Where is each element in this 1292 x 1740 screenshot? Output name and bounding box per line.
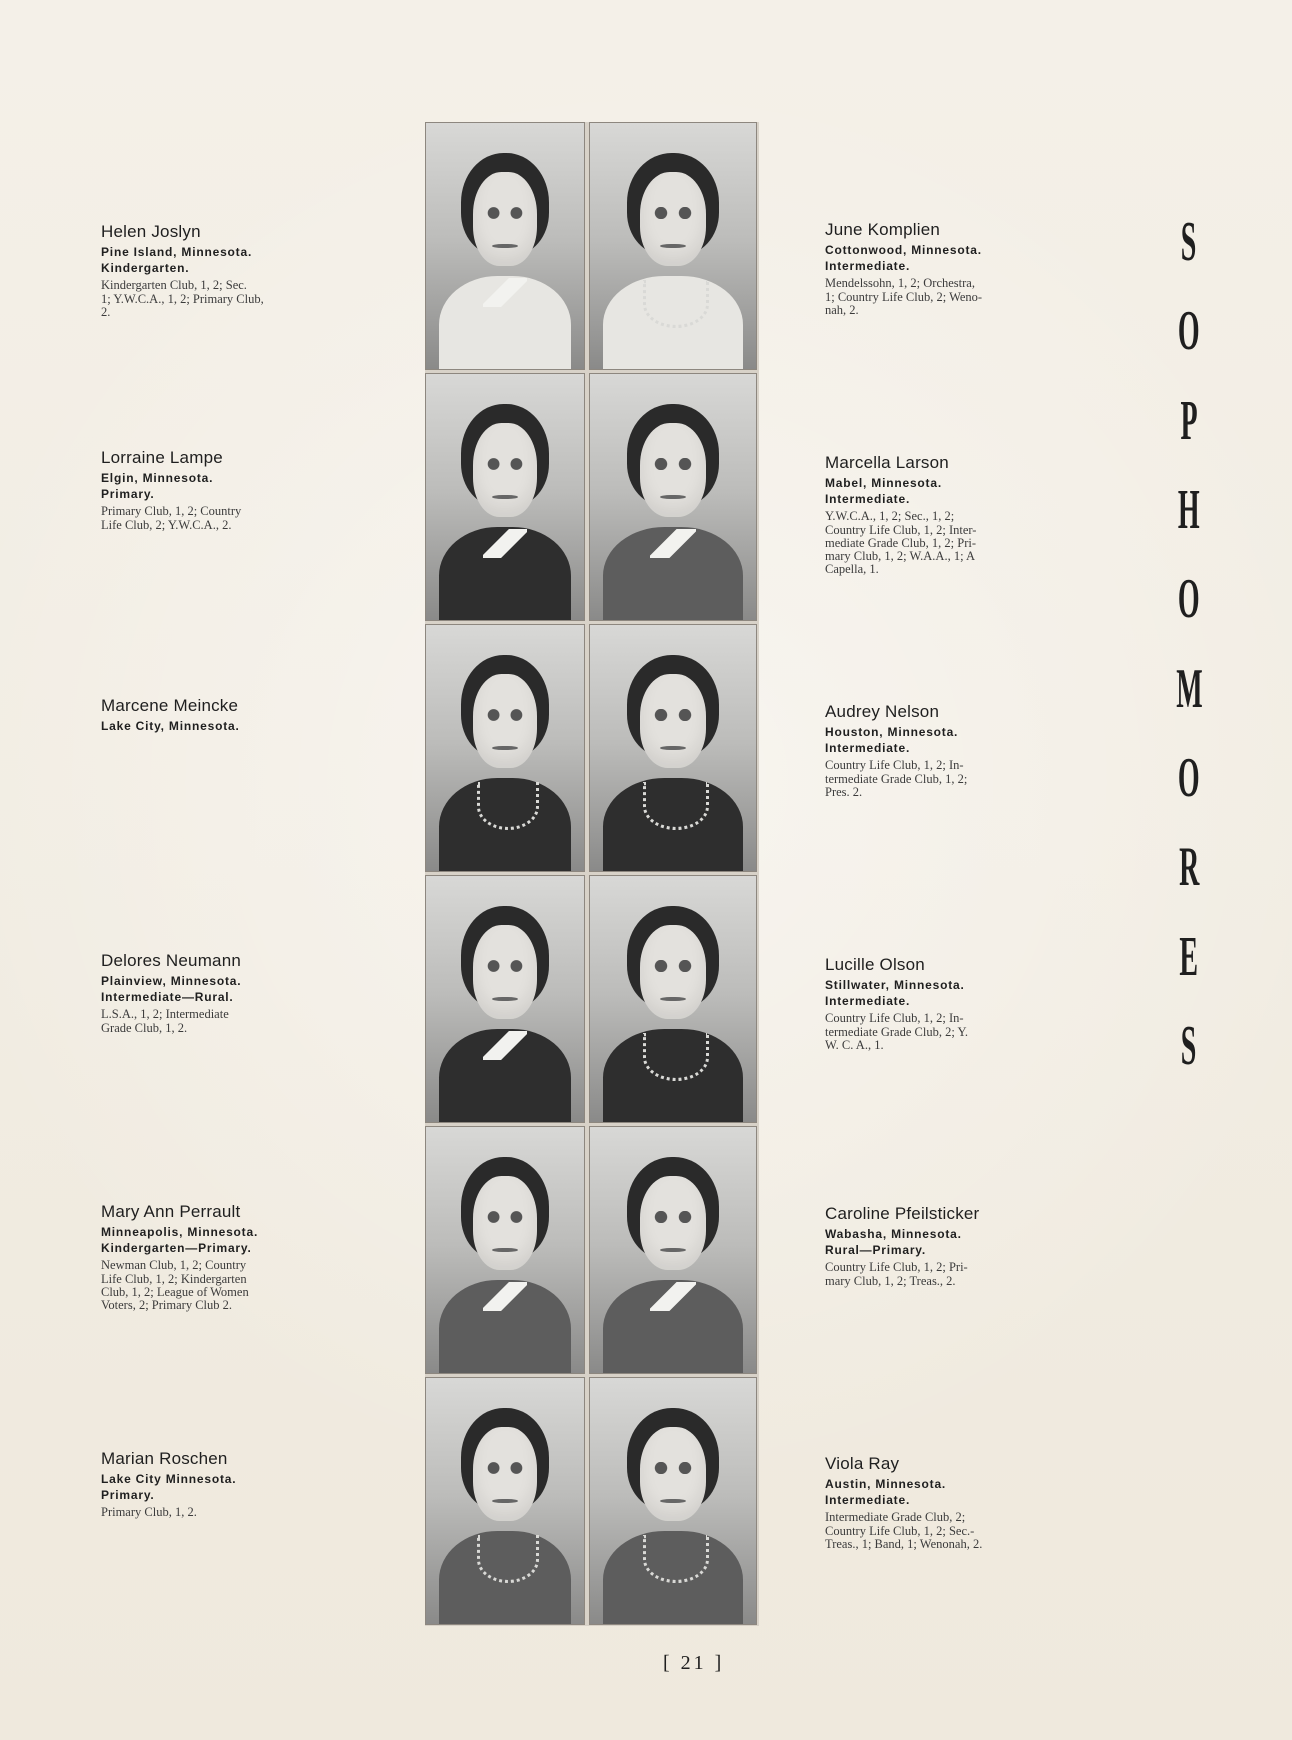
activity-line: termediate Grade Club, 1, 2; (825, 771, 968, 786)
student-division: Primary. (101, 1488, 155, 1503)
student-name: Caroline Pfeilsticker (825, 1204, 980, 1223)
student-hometown: Lake City Minnesota. (101, 1471, 237, 1486)
heading-letter: O (1178, 300, 1200, 363)
portrait-viola-ray (589, 1377, 757, 1625)
heading-letter: M (1175, 657, 1203, 720)
heading-letter: P (1180, 389, 1198, 452)
student-division: Intermediate. (825, 492, 911, 507)
student-entry (825, 454, 1085, 576)
activity-line: mary Club, 1, 2; W.A.A., 1; A (825, 548, 976, 563)
student-name: Mary Ann Perrault (101, 1202, 241, 1221)
student-division: Intermediate. (825, 994, 911, 1009)
activity-line: 2. (101, 304, 111, 319)
student-hometown: Cottonwood, Minnesota. (825, 242, 982, 257)
student-name: Delores Neumann (101, 951, 242, 970)
student-activities (825, 1511, 1080, 1550)
activity-line: Country Life Club, 1, 2; Sec.- (825, 1523, 975, 1538)
heading-letter: E (1179, 925, 1199, 988)
portrait-audrey-nelson (589, 624, 757, 872)
activity-line: Mendelssohn, 1, 2; Orchestra, (825, 276, 975, 291)
student-name: June Komplien (825, 220, 941, 239)
student-entry (101, 449, 361, 532)
student-activities (101, 1506, 356, 1519)
heading-letter: R (1178, 836, 1200, 899)
activity-line: Primary Club, 1, 2. (101, 1505, 197, 1520)
portrait-june-komplien (589, 122, 757, 370)
portrait-marcene-meincke (425, 624, 585, 872)
student-name: Lorraine Lampe (101, 448, 223, 467)
student-entry (101, 1203, 361, 1312)
student-activities (101, 1259, 356, 1312)
activity-line: Intermediate Grade Club, 2; (825, 1510, 966, 1525)
activity-line: nah, 2. (825, 302, 859, 317)
student-name: Marcella Larson (825, 453, 949, 472)
activity-line: mary Club, 1, 2; Treas., 2. (825, 1273, 956, 1288)
student-division: Primary. (101, 487, 155, 502)
student-hometown: Stillwater, Minnesota. (825, 977, 965, 992)
student-name: Audrey Nelson (825, 702, 940, 721)
heading-letter: H (1178, 478, 1200, 541)
activity-line: termediate Grade Club, 2; Y. (825, 1024, 969, 1039)
student-activities (825, 759, 1080, 798)
activity-line: Club, 1, 2; League of Women (101, 1284, 249, 1299)
portrait-grid (425, 122, 759, 1626)
student-hometown: Houston, Minnesota. (825, 724, 959, 739)
student-name: Viola Ray (825, 1454, 900, 1473)
student-hometown: Plainview, Minnesota. (101, 973, 242, 988)
student-name: Helen Joslyn (101, 222, 201, 241)
portrait-helen-joslyn (425, 122, 585, 370)
student-entry (825, 221, 1085, 317)
heading-letter: O (1178, 568, 1200, 631)
activity-line: W. C. A., 1. (825, 1037, 884, 1052)
student-hometown: Wabasha, Minnesota. (825, 1226, 962, 1241)
student-hometown: Mabel, Minnesota. (825, 475, 942, 490)
activity-line: Country Life Club, 1, 2; Pri- (825, 1260, 968, 1275)
student-hometown: Pine Island, Minnesota. (101, 244, 253, 259)
portrait-lucille-olson (589, 875, 757, 1123)
student-name: Lucille Olson (825, 955, 925, 974)
student-hometown: Austin, Minnesota. (825, 1476, 947, 1491)
portrait-delores-neumann (425, 875, 585, 1123)
student-activities (825, 1012, 1080, 1051)
activity-line: Country Life Club, 1, 2; In- (825, 1011, 964, 1026)
activity-line: Pres. 2. (825, 784, 863, 799)
activity-line: 1; Y.W.C.A., 1, 2; Primary Club, (101, 291, 264, 306)
student-entry (101, 952, 361, 1035)
portrait-marcella-larson (589, 373, 757, 621)
activity-line: Grade Club, 1, 2. (101, 1020, 188, 1035)
student-division: Kindergarten—Primary. (101, 1241, 252, 1256)
heading-letter: O (1178, 746, 1200, 809)
activity-line: Voters, 2; Primary Club 2. (101, 1297, 233, 1312)
page-number: [ 21 ] (663, 1652, 725, 1674)
activity-line: Kindergarten Club, 1, 2; Sec. (101, 278, 247, 293)
activity-line: Newman Club, 1, 2; Country (101, 1258, 247, 1273)
student-entry (825, 1205, 1085, 1288)
student-entry (825, 703, 1085, 799)
student-activities (101, 279, 356, 318)
student-activities (825, 277, 1080, 316)
activity-line: Country Life Club, 1, 2; Inter- (825, 522, 977, 537)
activity-line: L.S.A., 1, 2; Intermediate (101, 1007, 229, 1022)
student-name: Marcene Meincke (101, 696, 239, 715)
heading-letter: S (1181, 1014, 1197, 1077)
student-entry (825, 1455, 1085, 1551)
activity-line: Country Life Club, 1, 2; In- (825, 758, 964, 773)
activity-line: 1; Country Life Club, 2; Weno- (825, 289, 983, 304)
activity-line: Treas., 1; Band, 1; Wenonah, 2. (825, 1536, 983, 1551)
student-division: Kindergarten. (101, 261, 190, 276)
portrait-marian-roschen (425, 1377, 585, 1625)
student-hometown: Minneapolis, Minnesota. (101, 1224, 259, 1239)
portrait-lorraine-lampe (425, 373, 585, 621)
student-activities (101, 1008, 356, 1034)
student-activities (825, 510, 1080, 576)
activity-line: mediate Grade Club, 1, 2; Pri- (825, 535, 977, 550)
activity-line: Life Club, 2; Y.W.C.A., 2. (101, 517, 232, 532)
student-entry (825, 956, 1085, 1052)
activity-line: Life Club, 1, 2; Kindergarten (101, 1271, 247, 1286)
student-division: Intermediate. (825, 1493, 911, 1508)
student-hometown: Lake City, Minnesota. (101, 718, 240, 733)
sophomores-vertical-heading (1172, 211, 1206, 1077)
heading-letter: S (1181, 211, 1197, 273)
activity-line: Capella, 1. (825, 561, 879, 576)
student-hometown: Elgin, Minnesota. (101, 470, 214, 485)
portrait-caroline-pfeilsticker (589, 1126, 757, 1374)
student-entry (101, 1450, 361, 1520)
activity-line: Y.W.C.A., 1, 2; Sec., 1, 2; (825, 509, 955, 524)
activity-line: Primary Club, 1, 2; Country (101, 504, 242, 519)
student-activities (101, 505, 356, 531)
student-division: Intermediate. (825, 741, 911, 756)
student-name: Marian Roschen (101, 1449, 228, 1468)
student-entry (101, 697, 361, 734)
student-division: Rural—Primary. (825, 1243, 927, 1258)
student-entry (101, 223, 361, 319)
student-division: Intermediate. (825, 259, 911, 274)
portrait-mary-ann-perrault (425, 1126, 585, 1374)
student-activities (825, 1261, 1080, 1287)
student-division: Intermediate—Rural. (101, 990, 234, 1005)
